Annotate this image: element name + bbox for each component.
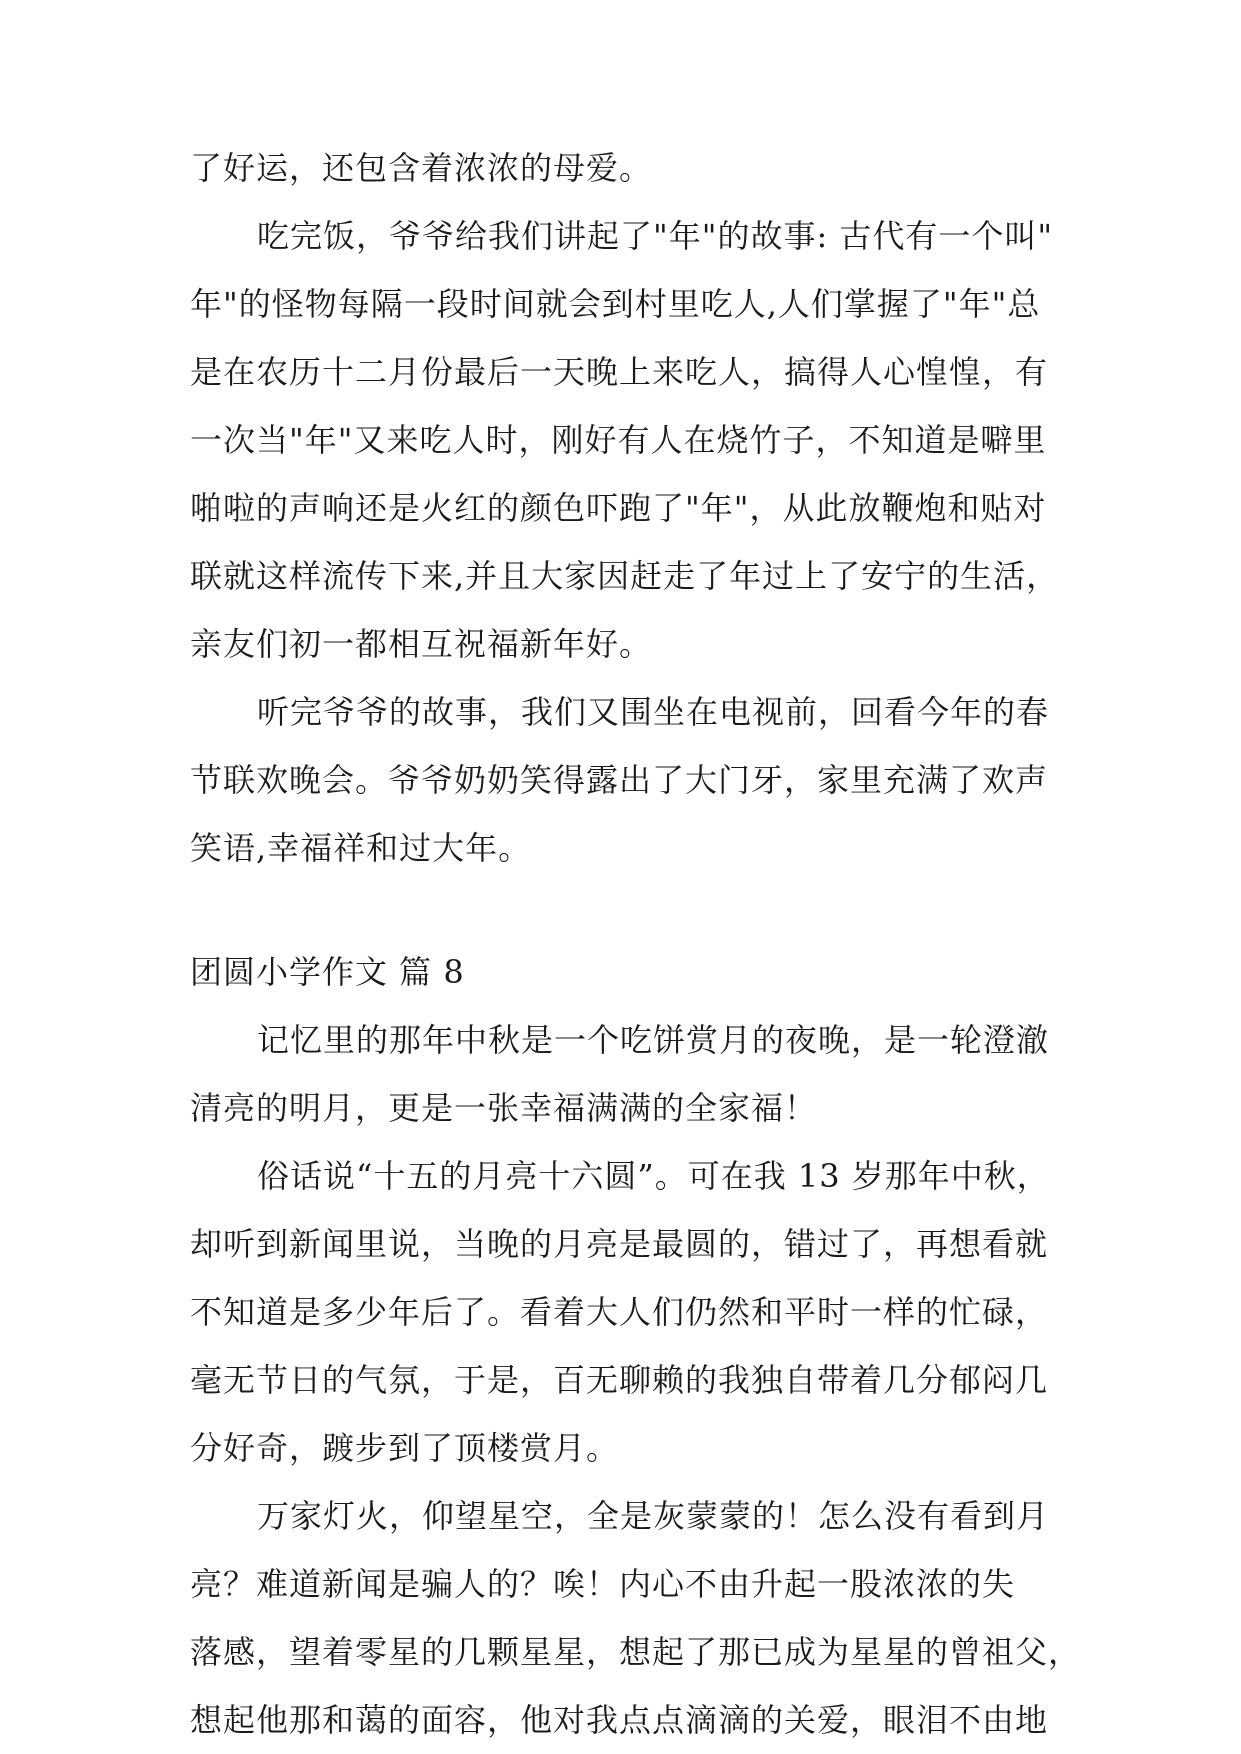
text-line: 万家灯火，仰望星空，全是灰蒙蒙的！怎么没有看到月 bbox=[257, 1497, 1050, 1535]
text-line: 一次当"年"又来吃人时，刚好有人在烧竹子，不知道是噼里 bbox=[190, 421, 1047, 459]
text-line: 亲友们初一都相互祝福新年好。 bbox=[190, 625, 653, 663]
text-line: 落感，望着零星的几颗星星，想起了那已成为星星的曾祖父， bbox=[190, 1633, 1082, 1671]
text-line: 了好运，还包含着浓浓的母爱。 bbox=[190, 149, 653, 187]
text-line: 联就这样流传下来,并且大家因赶走了年过上了安宁的生活， bbox=[190, 557, 1060, 595]
text-line: 是在农历十二月份最后一天晚上来吃人，搞得人心惶惶，有 bbox=[190, 353, 1049, 391]
text-line: 年"的怪物每隔一段时间就会到村里吃人,人们掌握了"年"总 bbox=[190, 285, 1041, 323]
text-line: 吃完饭，爷爷给我们讲起了"年"的故事: 古代有一个叫" bbox=[257, 217, 1054, 255]
text-line: 笑语,幸福祥和过大年。 bbox=[190, 829, 532, 867]
text-line: 分好奇，踱步到了顶楼赏月。 bbox=[190, 1429, 620, 1467]
text-line: 毫无节日的气氛，于是，百无聊赖的我独自带着几分郁闷几 bbox=[190, 1361, 1049, 1399]
text-line: 听完爷爷的故事，我们又围坐在电视前，回看今年的春 bbox=[257, 693, 1050, 731]
text-line: 却听到新闻里说，当晚的月亮是最圆的，错过了，再想看就 bbox=[190, 1225, 1049, 1263]
text-line: 亮？难道新闻是骗人的？唉！内心不由升起一股浓浓的失 bbox=[190, 1565, 1016, 1603]
text-line: 清亮的明月，更是一张幸福满满的全家福！ bbox=[190, 1089, 818, 1127]
text-line: 节联欢晚会。爷爷奶奶笑得露出了大门牙，家里充满了欢声 bbox=[190, 761, 1049, 799]
section-heading: 团圆小学作文 篇 8 bbox=[190, 953, 465, 991]
text-line: 记忆里的那年中秋是一个吃饼赏月的夜晚，是一轮澄澈 bbox=[257, 1021, 1050, 1059]
text-line: 俗话说“十五的月亮十六圆”。可在我 13 岁那年中秋， bbox=[257, 1157, 1050, 1195]
text-line: 不知道是多少年后了。看着大人们仍然和平时一样的忙碌， bbox=[190, 1293, 1049, 1331]
text-line: 啪啦的声响还是火红的颜色吓跑了"年"，从此放鞭炮和贴对 bbox=[190, 489, 1047, 527]
text-line: 想起他那和蔼的面容，他对我点点滴滴的关爱，眼泪不由地 bbox=[190, 1701, 1049, 1739]
